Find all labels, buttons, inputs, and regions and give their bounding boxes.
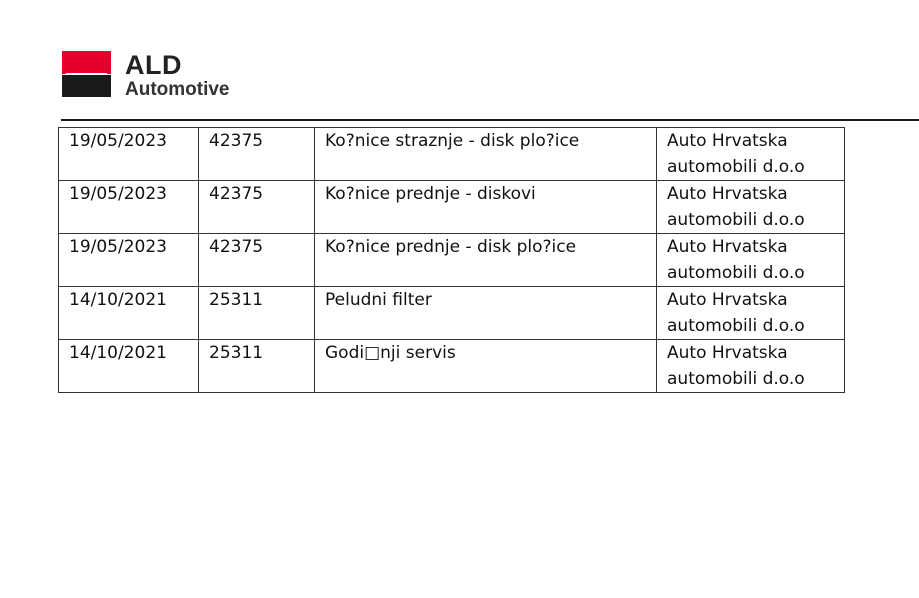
supplier-line-2: automobili d.o.o [667,210,805,230]
description-cell: Ko?nice prednje - diskovi [315,181,657,234]
date-cell: 14/10/2021 [59,287,199,340]
order-number-cell: 25311 [199,287,315,340]
order-number-cell: 42375 [199,128,315,181]
supplier-line-2: automobili d.o.o [667,316,805,336]
ald-automotive-logo [62,51,252,101]
description-cell: Godi□nji servis [315,340,657,393]
supplier-cell [657,287,845,340]
description-cell: Peludni filter [315,287,657,340]
supplier-cell [657,181,845,234]
description-cell: Ko?nice prednje - disk plo?ice [315,234,657,287]
description-cell: Ko?nice straznje - disk plo?ice [315,128,657,181]
order-number-cell: 42375 [199,181,315,234]
table-row [59,181,845,234]
order-number-cell: 42375 [199,234,315,287]
supplier-line-1: Auto Hrvatska [667,131,788,151]
service-history-table [58,127,845,393]
supplier-line-1: Auto Hrvatska [667,184,788,204]
supplier-line-1: Auto Hrvatska [667,290,788,310]
supplier-line-2: automobili d.o.o [667,369,805,389]
supplier-line-1: Auto Hrvatska [667,237,788,257]
table-row [59,128,845,181]
date-cell: 19/05/2023 [59,181,199,234]
supplier-line-2: automobili d.o.o [667,157,805,177]
order-number-cell: 25311 [199,340,315,393]
supplier-line-1: Auto Hrvatska [667,343,788,363]
logo-subbrand-text: Automotive [125,79,230,100]
date-cell: 14/10/2021 [59,340,199,393]
supplier-cell [657,128,845,181]
supplier-cell [657,340,845,393]
logo-brand-text: ALD [125,50,182,80]
date-cell: 19/05/2023 [59,128,199,181]
supplier-line-2: automobili d.o.o [667,263,805,283]
table-row [59,287,845,340]
ald-logo-mark-icon [62,51,111,97]
header-divider [61,119,919,121]
table-row [59,234,845,287]
date-cell: 19/05/2023 [59,234,199,287]
table-row [59,340,845,393]
supplier-cell [657,234,845,287]
